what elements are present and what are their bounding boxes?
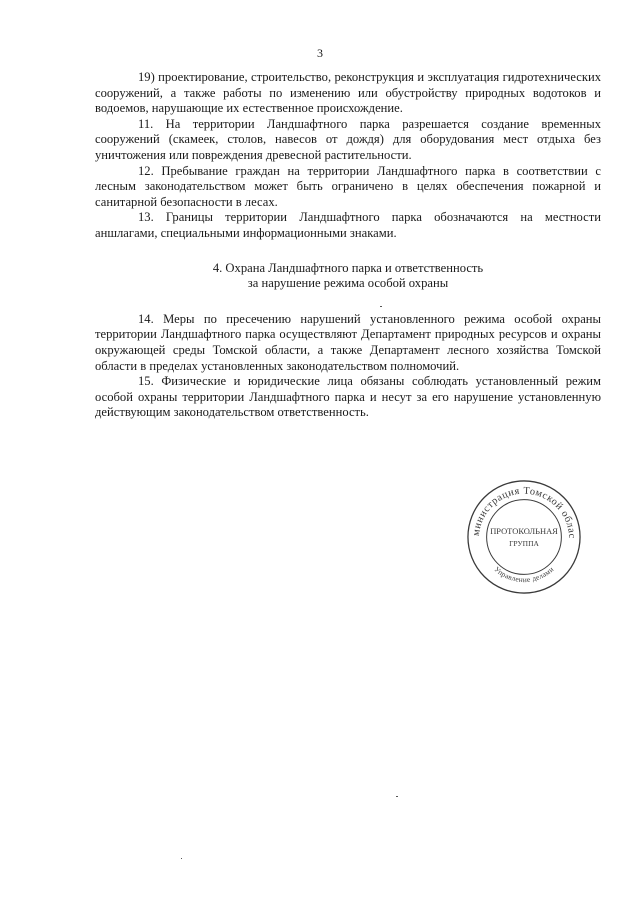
paragraph-15: 15. Физические и юридические лица обязаны соблюдать установленный режим особой охраны территории Ландшафтного парка и несут за его нарушение установленную действующим законодательством ответственность. [95,374,601,420]
paragraph-13: 13. Границы территории Ландшафтного парка обозначаются на местности аншлагами, специальными информационными знаками. [95,210,601,240]
stamp-bottom-text: Управление делами [492,564,556,585]
section-heading-line-1: 4. Охрана Ландшафтного парка и ответственность [212,260,484,275]
section-heading [95,261,601,292]
section-heading-line-2: за нарушение режима особой охраны [247,276,449,291]
page-number: 3 [317,46,323,60]
paragraph-11: 11. На территории Ландшафтного парка разрешается создание временных сооружений (скамеек, столов, навесов от дождя) для оборудования мест отдыха без уничтожения или повреждения древесной растительности. [95,116,601,162]
paragraph-14: 14. Меры по пресечению нарушений установленного режима особой охраны территории Ландшафтного парка осуществляют Департамент природных ресурсов и охраны окружающей среды Томской области, а также Департамент лесного хозяйства Томской области в пределах установленных законодательством полномочий. [95,311,601,373]
scan-speck [181,858,182,859]
scan-speck [396,796,398,797]
stamp-outer-text: министрация Томской облас [470,485,578,540]
paragraph-19: 19) проектирование, строительство, реконструкция и эксплуатация гидротехнических сооружений, а также работы по изменению или обустройству природных водотоков и водоемов, нарушающие их естественное происхождение. [95,70,601,116]
paragraph-12: 12. Пребывание граждан на территории Ландшафтного парка в соответствии с лесным законодательством может быть ограничено в целях обеспечения пожарной и санитарной безопасности в лесах. [95,163,601,209]
document-body [95,70,601,421]
stamp-center-line-2: ГРУППА [509,538,539,548]
stamp-center-line-1: ПРОТОКОЛЬНАЯ [490,526,558,537]
scan-speck [380,306,382,307]
official-stamp [465,478,583,596]
stamp-seal-icon [465,478,583,596]
